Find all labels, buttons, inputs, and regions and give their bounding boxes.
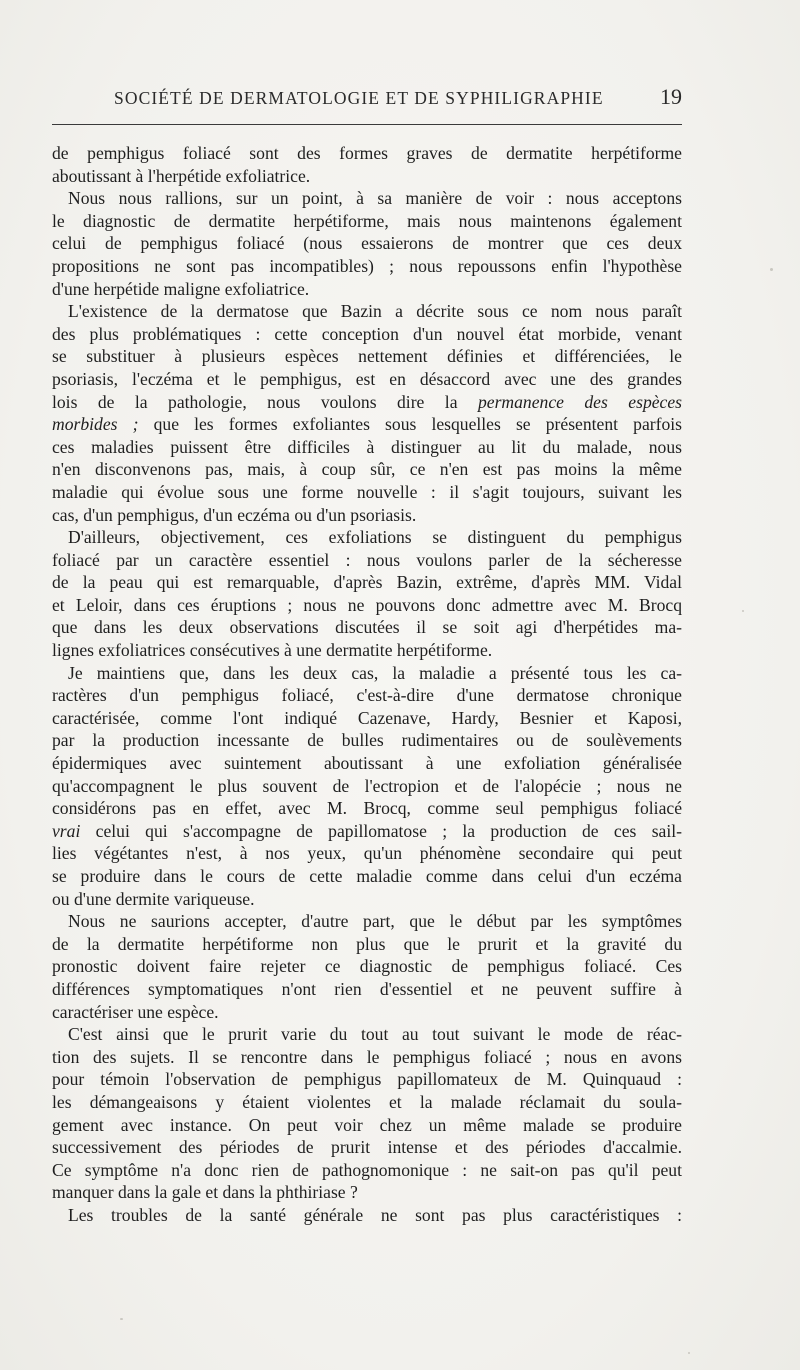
text-line: de la dermatite herpétiforme non plus que le prurit et la gravité du [52, 933, 682, 954]
text-line: ractères d'un pemphigus foliacé, c'est-à-dire d'une dermatose chronique [52, 685, 682, 706]
text-line: des plus problématiques : cette conception d'un nouvel état morbide, venant [52, 323, 682, 344]
body-text [52, 142, 682, 1227]
text-line: tion des sujets. Il se rencontre dans le pemphigus foliacé ; nous en avons [52, 1046, 682, 1067]
running-head [52, 84, 682, 114]
text-line: caractériser une espèce. [52, 1001, 219, 1022]
text-line: ces maladies puissent être difficiles à distinguer au lit du malade, nous [52, 436, 682, 457]
page-number: 19 [660, 84, 682, 109]
text-line: pronostic doivent faire rejeter ce diagnostic de pemphigus foliacé. Ces [52, 956, 682, 977]
text-line: gement avec instance. On peut voir chez un même malade se produire [52, 1114, 682, 1135]
text-line: épidermiques avec suintement aboutissant à une exfoliation généralisée [52, 753, 682, 774]
text-line: Je maintiens que, dans les deux cas, la maladie a présenté tous les ca- [68, 662, 682, 683]
text-line: se substituer à plusieurs espèces nettement définies et différenciées, le [52, 346, 682, 367]
text-line: lois de la pathologie, nous voulons dire la permanence des espèces [52, 391, 683, 412]
text-line: pour témoin l'observation de pemphigus papillomateux de M. Quinquaud : [52, 1069, 682, 1090]
text-line: Ce symptôme n'a donc rien de pathognomonique : ne sait-on pas qu'il peut [52, 1159, 682, 1180]
text-line: aboutissant à l'herpétide exfoliatrice. [52, 165, 311, 186]
text-line: de pemphigus foliacé sont des formes graves de dermatite herpétiforme [52, 143, 682, 163]
text-line: psoriasis, l'eczéma et le pemphigus, est en désaccord avec une des grandes [52, 368, 682, 389]
text-line: lies végétantes n'est, à nos yeux, qu'un phénomène secondaire qui peut [52, 843, 682, 864]
text-line: différences symptomatiques n'ont rien d'essentiel et ne peuvent suffire à [52, 978, 682, 999]
text-line: par la production incessante de bulles rudimentaires ou de soulèvements [52, 730, 682, 751]
italic-phrase: morbides ; [52, 414, 139, 435]
text-line: manquer dans la gale et dans la phthiriase ? [52, 1182, 358, 1203]
text-line: le diagnostic de dermatite herpétiforme, mais nous maintenons également [52, 210, 682, 231]
text-line: C'est ainsi que le prurit varie du tout au tout suivant le mode de réac- [68, 1024, 682, 1045]
text-line: foliacé par un caractère essentiel : nous voulons parler de la sécheresse [52, 549, 682, 570]
paper-speck [120, 1318, 123, 1320]
text-line: considérons pas en effet, avec M. Brocq, comme seul pemphigus foliacé [52, 798, 682, 819]
text-line: Les troubles de la santé générale ne sont pas plus caractéristiques : [68, 1204, 682, 1225]
text-line: Nous ne saurions accepter, d'autre part, que le début par les symptômes [68, 911, 682, 932]
text-line: que dans les deux observations discutées il se soit agi d'herpétides ma- [52, 617, 682, 638]
text-line: successivement des périodes de prurit intense et des périodes d'accalmie. [52, 1137, 682, 1158]
text-line: et Leloir, dans ces éruptions ; nous ne pouvons donc admettre avec M. Brocq [52, 594, 682, 615]
text-line: L'existence de la dermatose que Bazin a décrite sous ce nom nous paraît [68, 301, 682, 322]
text-line: celui de pemphigus foliacé (nous essaierons de montrer que ces deux [52, 233, 682, 254]
text-line: Nous nous rallions, sur un point, à sa manière de voir : nous acceptons [68, 188, 682, 209]
text-line: n'en disconvenons pas, mais, à coup sûr, ce n'en est pas moins la même [52, 459, 682, 480]
italic-phrase: vrai [52, 820, 81, 841]
text-line: morbides ; que les formes exfoliantes sous lesquelles se présentent parfois [52, 414, 682, 435]
paper-speck [770, 268, 773, 271]
text-line: de la peau qui est remarquable, d'après Bazin, extrême, d'après MM. Vidal [52, 572, 682, 593]
paper-speck [742, 610, 744, 612]
text-line: se produire dans le cours de cette maladie comme dans celui d'un eczéma [52, 866, 682, 886]
text-line: d'une herpétide maligne exfoliatrice. [52, 278, 310, 299]
text-line: caractérisée, comme l'ont indiqué Cazenave, Hardy, Besnier et Kaposi, [52, 707, 682, 728]
paper-speck [688, 1352, 690, 1354]
text-line: qu'accompagnent le plus souvent de l'ectropion et de l'alopécie ; nous ne [52, 775, 682, 796]
text-line: cas, d'un pemphigus, d'un eczéma ou d'un psoriasis. [52, 504, 417, 525]
text-line: propositions ne sont pas incompatibles) ; nous repoussons enfin l'hypothèse [52, 255, 682, 276]
text-line: ou d'une dermite variqueuse. [52, 888, 255, 909]
italic-phrase: permanence des espèces [477, 391, 683, 412]
text-line: D'ailleurs, objectivement, ces exfoliations se distinguent du pemphigus [68, 527, 682, 548]
text-line: maladie qui évolue sous une forme nouvelle : il s'agit toujours, suivant les [52, 481, 682, 502]
header-rule [52, 124, 682, 125]
running-title: SOCIÉTÉ DE DERMATOLOGIE ET DE SYPHILIGRAPHIE [114, 88, 604, 108]
text-line: les démangeaisons y étaient violentes et la malade réclamait du soula- [52, 1091, 682, 1112]
text-line: lignes exfoliatrices consécutives à une dermatite herpétiforme. [52, 640, 493, 661]
text-line: vrai celui qui s'accompagne de papillomatose ; la production de ces sail- [52, 820, 682, 841]
